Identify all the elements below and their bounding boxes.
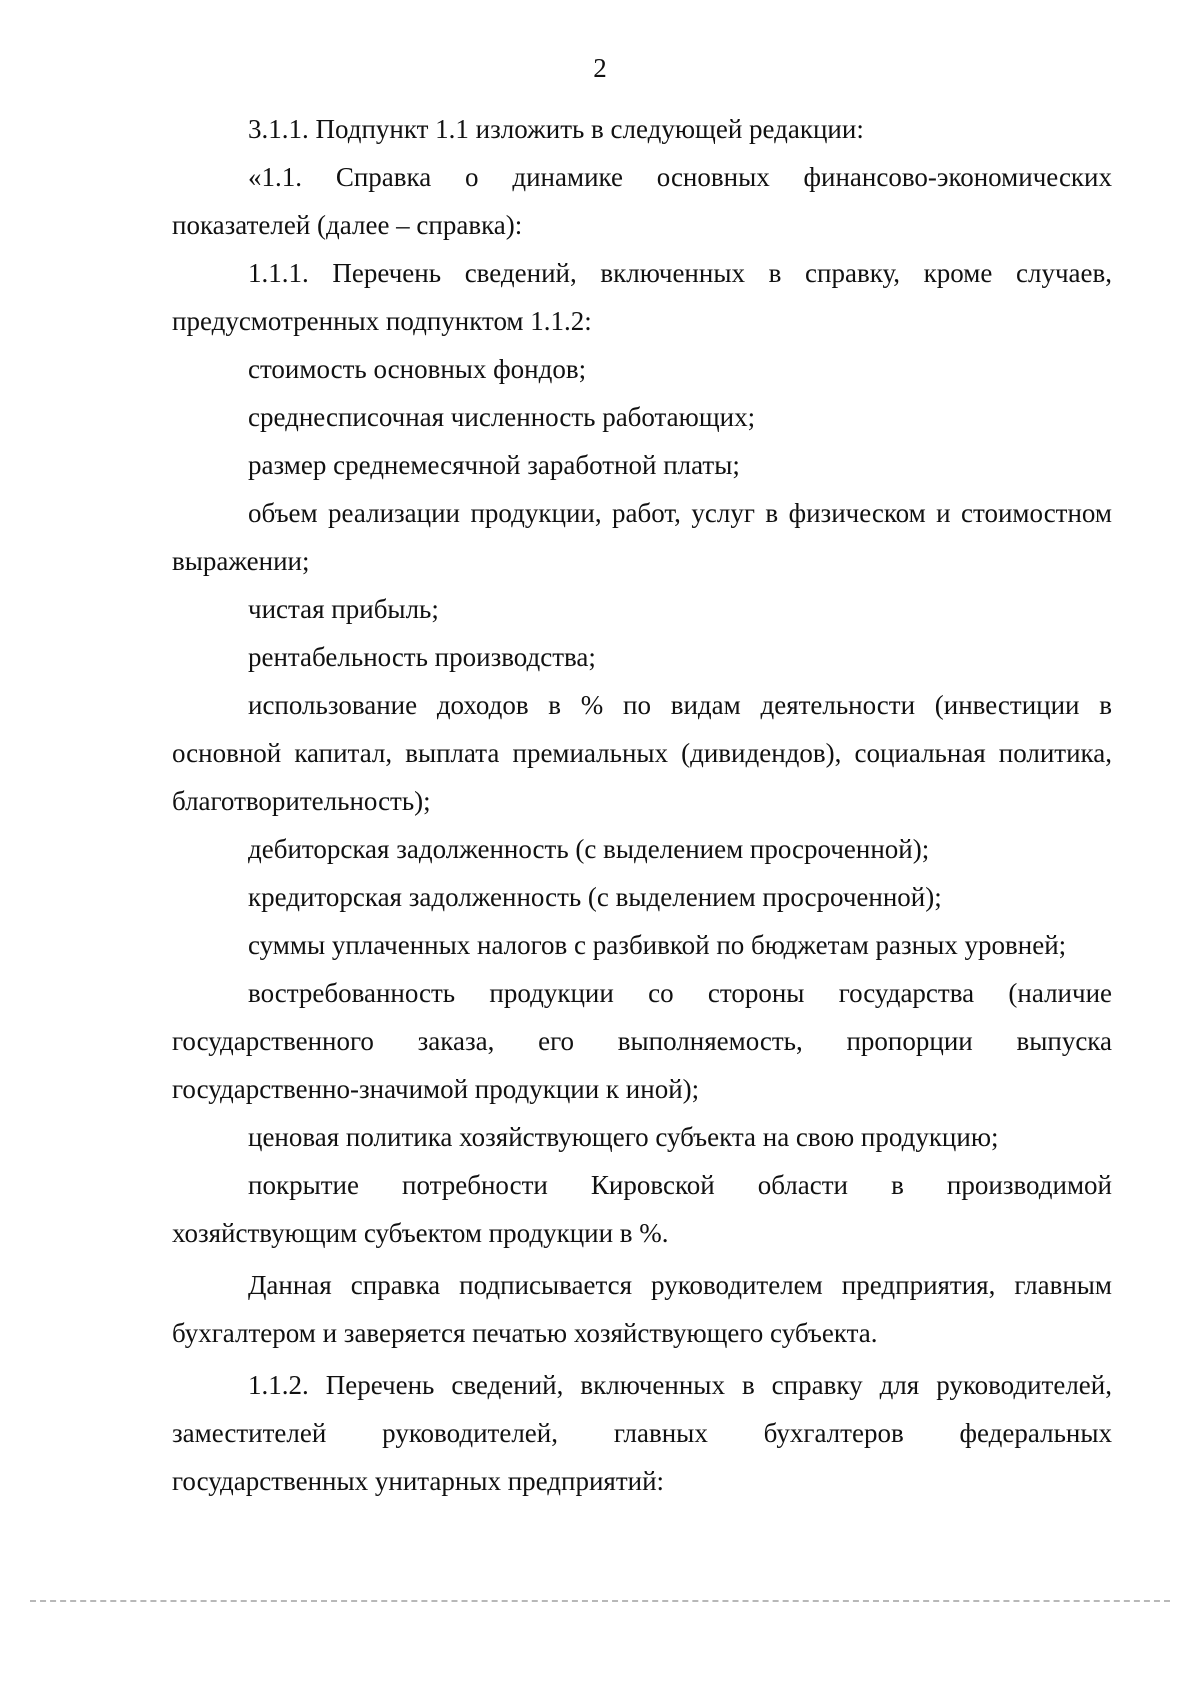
list-item: чистая прибыль; [248, 594, 439, 624]
list-item: стоимость основных фондов; [248, 354, 587, 384]
paragraph-list-intro: 1.1.1. Перечень сведений, включенных в справку, кроме случаев, предусмотренных подпунктом 1.1.2: [172, 258, 1112, 336]
list-item: среднесписочная численность работающих; [248, 402, 756, 432]
list-item: размер среднемесячной заработной платы; [248, 450, 740, 480]
paragraph-subpoint-3-1-1: 3.1.1. Подпункт 1.1 изложить в следующей редакции: [248, 114, 864, 144]
list-item: использование доходов в % по видам деятельности (инвестиции в основной капитал, выплата премиальных (дивидендов), социальная политика, благотворительность); [172, 690, 1112, 816]
list-item: ценовая политика хозяйствующего субъекта на свою продукцию; [248, 1122, 999, 1152]
document-body [172, 105, 1112, 1505]
list-item: объем реализации продукции, работ, услуг в физическом и стоимостном выражении; [172, 498, 1112, 576]
page-number: 2 [593, 53, 607, 83]
list-item: кредиторская задолженность (с выделением просроченной); [248, 882, 942, 912]
paragraph-subpoint-1-1-2: 1.1.2. Перечень сведений, включенных в справку для руководителей, заместителей руководителей, главных бухгалтеров федеральных государственных унитарных предприятий: [172, 1370, 1112, 1496]
paragraph-signature-note: Данная справка подписывается руководителем предприятия, главным бухгалтером и заверяется печатью хозяйствующего субъекта. [172, 1270, 1112, 1348]
list-item: дебиторская задолженность (с выделением просроченной); [248, 834, 930, 864]
scan-edge-line [30, 1600, 1170, 1602]
paragraph-reference-heading: «1.1. Справка о динамике основных финансово-экономических показателей (далее – справка): [172, 162, 1112, 240]
list-item: суммы уплаченных налогов с разбивкой по бюджетам разных уровней; [248, 930, 1067, 960]
list-item: покрытие потребности Кировской области в производимой хозяйствующим субъектом продукции в %. [172, 1170, 1112, 1248]
list-item: рентабельность производства; [248, 642, 596, 672]
list-item: востребованность продукции со стороны государства (наличие государственного заказа, его выполняемость, пропорции выпуска государственно-значимой продукции к иной); [172, 978, 1112, 1104]
